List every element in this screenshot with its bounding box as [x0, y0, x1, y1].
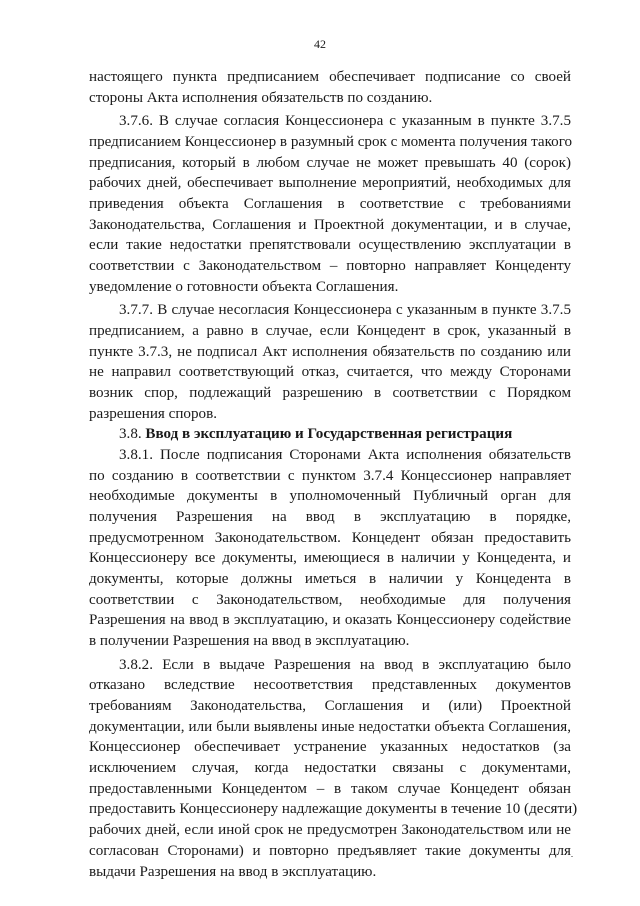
- text-line: отказано вследствие несоответствия представленных документов: [89, 677, 571, 694]
- paragraph-3-8-1: [89, 445, 571, 652]
- text-line: Концессионеру все документы, имеющиеся в наличии у Концедента, и: [89, 550, 571, 567]
- text-line: в получении Разрешения на ввод в эксплуатацию.: [89, 633, 410, 650]
- text-line: исключением случая, когда недостатки связаны с документами,: [89, 760, 571, 777]
- text-line: 3.8.1. После подписания Сторонами Акта исполнения обязательств: [119, 446, 571, 463]
- text-line: возник спор, подлежащий разрешению в соответствии с Порядком: [89, 384, 571, 401]
- text-line: Концессионер обеспечивает устранение указанных недостатков (за: [89, 739, 571, 756]
- document-body: [89, 67, 578, 882]
- text-line: 3.7.6. В случае согласия Концессионера с указанным в пункте 3.7.5: [119, 113, 571, 130]
- text-line: предоставить Концессионеру надлежащие документы в течение 10 (десяти): [89, 801, 578, 818]
- text-line: пункте 3.7.3, не подписал Акт исполнения обязательств по созданию или: [89, 343, 571, 360]
- text-line: по созданию в соответствии с пунктом 3.7.4 Концессионер направляет: [89, 467, 571, 484]
- text-line: необходимые документы в уполномоченный Публичный орган для: [89, 488, 571, 505]
- text-line: уведомление о готовности объекта Соглашения.: [89, 278, 399, 295]
- paragraph-3-7-6: [89, 111, 571, 297]
- paragraph-3-7-7: [89, 300, 571, 424]
- text-line: предписанием Концессионер в разумный срок с момента получения такого: [89, 133, 573, 150]
- text-line: предусмотренном Законодательством. Концедент обязан предоставить: [89, 529, 571, 546]
- text-line: предоставленными Концедентом – в таком случае Концедент обязан: [89, 780, 571, 797]
- paragraph-3-8-2: [89, 655, 578, 883]
- text-line: требованиям Законодательства, Соглашения и (или) Проектной: [89, 698, 571, 715]
- text-line: настоящего пункта предписанием обеспечивает подписание со своей: [89, 69, 571, 85]
- paragraph-continuation: [89, 67, 571, 108]
- text-line: предписанием, а равно в случае, если Концедент в срок, указанный в: [89, 322, 571, 339]
- text-line: Разрешения на ввод в эксплуатацию, и оказать Концессионеру содействие: [89, 612, 571, 629]
- section-number: 3.8.: [119, 426, 142, 443]
- text-line: 3.8.2. Если в выдаче Разрешения на ввод в эксплуатацию было: [119, 656, 571, 673]
- text-line: выдачи Разрешения на ввод в эксплуатацию.: [89, 863, 377, 880]
- text-line: рабочих дней, обеспечивает выполнение мероприятий, необходимых для: [89, 175, 571, 192]
- scan-mark: [571, 856, 573, 857]
- text-line: соответствии с Законодательством, необходимые для получения: [89, 591, 571, 608]
- text-line: приведения объекта Соглашения в соответствие с требованиями: [89, 195, 571, 212]
- text-line: предписания, который в любом случае не может превышать 40 (сорок): [89, 154, 571, 171]
- text-line: соответствии с Законодательством – повторно направляет Концеденту: [89, 257, 571, 274]
- text-line: документации, или были выявлены иные недостатки объекта Соглашения,: [89, 718, 571, 735]
- text-line: 3.7.7. В случае несогласия Концессионера с указанным в пункте 3.7.5: [119, 302, 571, 319]
- text-line: стороны Акта исполнения обязательств по созданию.: [89, 89, 433, 106]
- text-line: если такие недостатки препятствовали осуществлению эксплуатации в: [89, 237, 571, 254]
- text-line: получения Разрешения на ввод в эксплуатацию в порядке,: [89, 509, 571, 526]
- text-line: разрешения споров.: [89, 405, 217, 422]
- text-line: Законодательства, Соглашения и Проектной документации, и в случае,: [89, 216, 571, 233]
- text-line: не направил соответствующий отказ, считается, что между Сторонами: [89, 364, 571, 381]
- text-line: рабочих дней, если иной срок не предусмотрен Законодательством или не: [89, 822, 571, 839]
- text-line: согласован Сторонами) и повторно предъявляет такие документы для: [89, 842, 571, 859]
- page-number: 42: [314, 37, 326, 51]
- section-heading-3-8: [89, 424, 571, 445]
- text-line: документы, которые должны иметься в наличии у Концедента в: [89, 571, 571, 588]
- section-title: Ввод в эксплуатацию и Государственная регистрация: [145, 426, 513, 443]
